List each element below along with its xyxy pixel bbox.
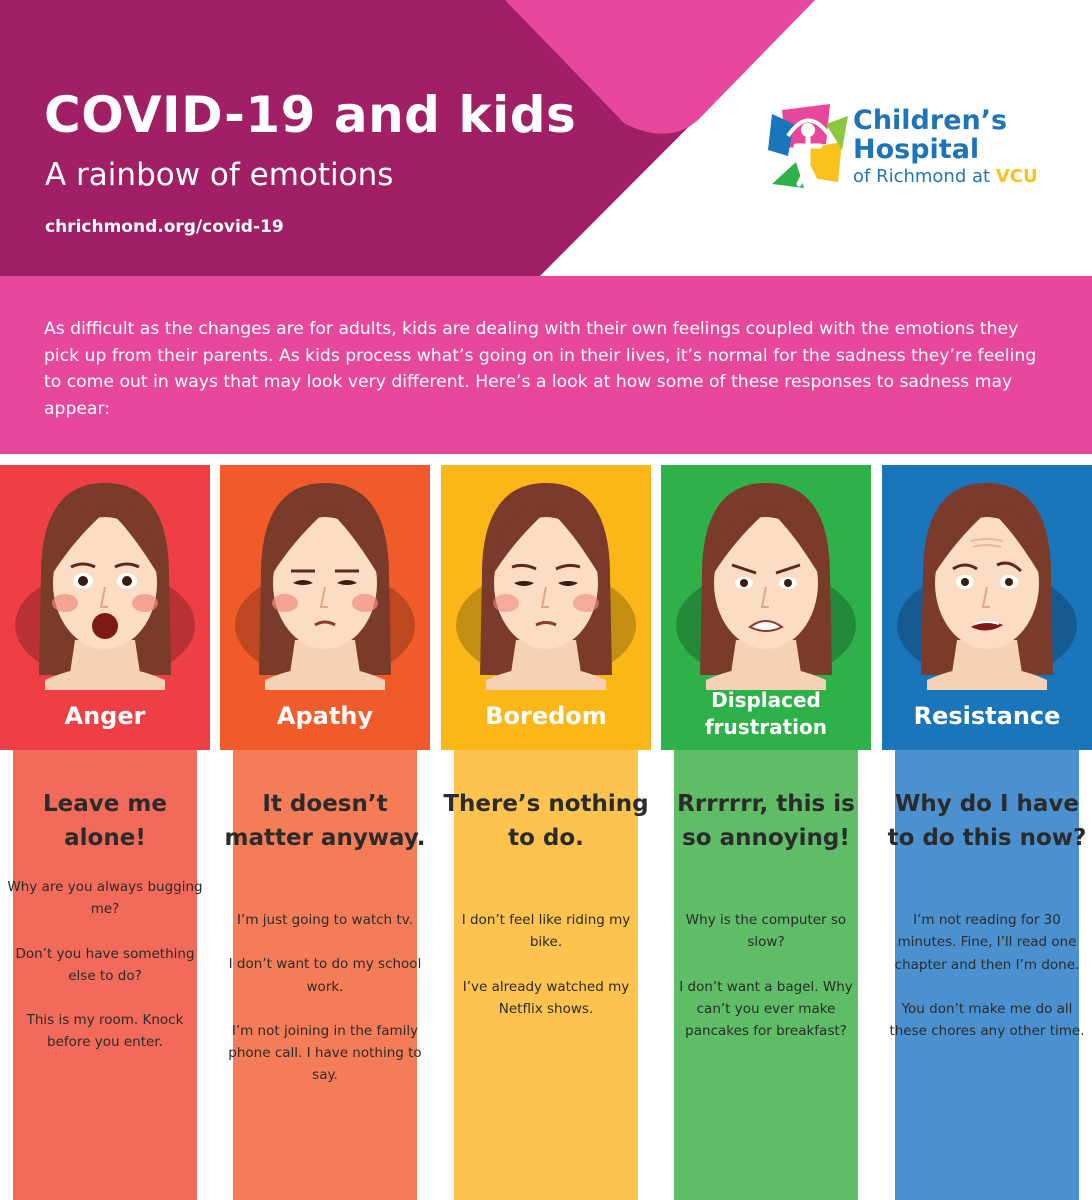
example-line: I’m not joining in the family phone call. I have nothing to say. [228, 1022, 422, 1084]
emotion-column-anger [0, 465, 210, 1200]
website-link[interactable]: chrichmond.org/covid-19 [45, 217, 284, 237]
page-title: COVID-19 and kids [44, 86, 577, 144]
example-line: I don’t want a bagel. Why can’t you ever make pancakes for breakfast? [679, 978, 853, 1040]
emotion-examples [667, 909, 865, 1064]
emotion-header-anger [0, 465, 210, 750]
emotion-column-apathy [220, 465, 430, 1200]
logo-text [853, 106, 1038, 190]
example-line: I don’t want to do my school work. [228, 956, 422, 995]
face-boredom-icon [456, 475, 636, 690]
emotion-quote: Why do I have to do this now? [887, 791, 1087, 851]
logo-line-3 [853, 164, 1038, 190]
logo-line-1: Children’s [853, 105, 1008, 136]
example-line: I’ve already watched my Netflix shows. [462, 978, 630, 1017]
example-line: Why are you always bugging me? [7, 879, 203, 918]
example-line: Why is the computer so slow? [685, 912, 847, 951]
logo-line-2: Hospital [853, 134, 980, 165]
intro-band [0, 276, 1092, 454]
emotion-examples [226, 909, 424, 1109]
face-anger-icon [15, 475, 195, 690]
emotion-header-boredom [441, 465, 651, 750]
example-line: You don’t make me do all these chores any other time. [889, 1000, 1085, 1040]
face-apathy-icon [235, 475, 415, 690]
emotion-examples [6, 876, 204, 1076]
example-line: I’m just going to watch tv. [237, 912, 413, 928]
emotion-column-displaced-frustration [661, 465, 871, 1200]
emotion-label: Anger [64, 702, 146, 730]
example-line: This is my room. Knock before you enter. [26, 1012, 184, 1051]
emotion-header-displaced-frustration [661, 465, 871, 750]
emotion-label: Boredom [485, 702, 607, 730]
intro-text: As difficult as the changes are for adults, kids are dealing with their own feelings coupled with the emotions they pick up from their parents. As kids process what’s going on in their lives, it’s normal for the sadness they’re feeling to come out in ways that may look very different. Here’s a look at how some of these responses to sadness may appear: [44, 319, 1037, 419]
logo-line-3-text: of Richmond at [853, 166, 996, 187]
logo-vcu: VCU [995, 166, 1038, 187]
logo-mark-icon [768, 104, 848, 192]
emotion-label: Displaced frustration [704, 688, 828, 739]
header [0, 0, 1092, 276]
emotion-quote: Rrrrrrr, this is so annoying! [677, 791, 855, 851]
emotion-examples [888, 909, 1086, 1064]
emotion-quote: There’s nothing to do. [443, 791, 649, 851]
hospital-logo[interactable] [768, 104, 1058, 194]
face-frustration-icon [676, 475, 856, 690]
emotion-label: Resistance [913, 702, 1061, 730]
emotion-header-resistance [882, 465, 1092, 750]
emotion-quote: Leave me alone! [43, 791, 167, 851]
example-line: Don’t you have something else to do? [15, 945, 195, 984]
emotion-column-boredom [441, 465, 651, 1200]
emotion-quote: It doesn’t matter anyway. [224, 791, 426, 851]
emotion-examples [447, 909, 645, 1042]
face-resistance-icon [897, 475, 1077, 690]
example-line: I don’t feel like riding my bike. [461, 912, 631, 951]
emotion-column-resistance [882, 465, 1092, 1200]
example-line: I’m not reading for 30 minutes. Fine, I’ll read one chapter and then I’m done. [894, 912, 1080, 973]
emotion-label: Apathy [276, 702, 374, 730]
emotion-header-apathy [220, 465, 430, 750]
page-subtitle: A rainbow of emotions [45, 157, 394, 193]
